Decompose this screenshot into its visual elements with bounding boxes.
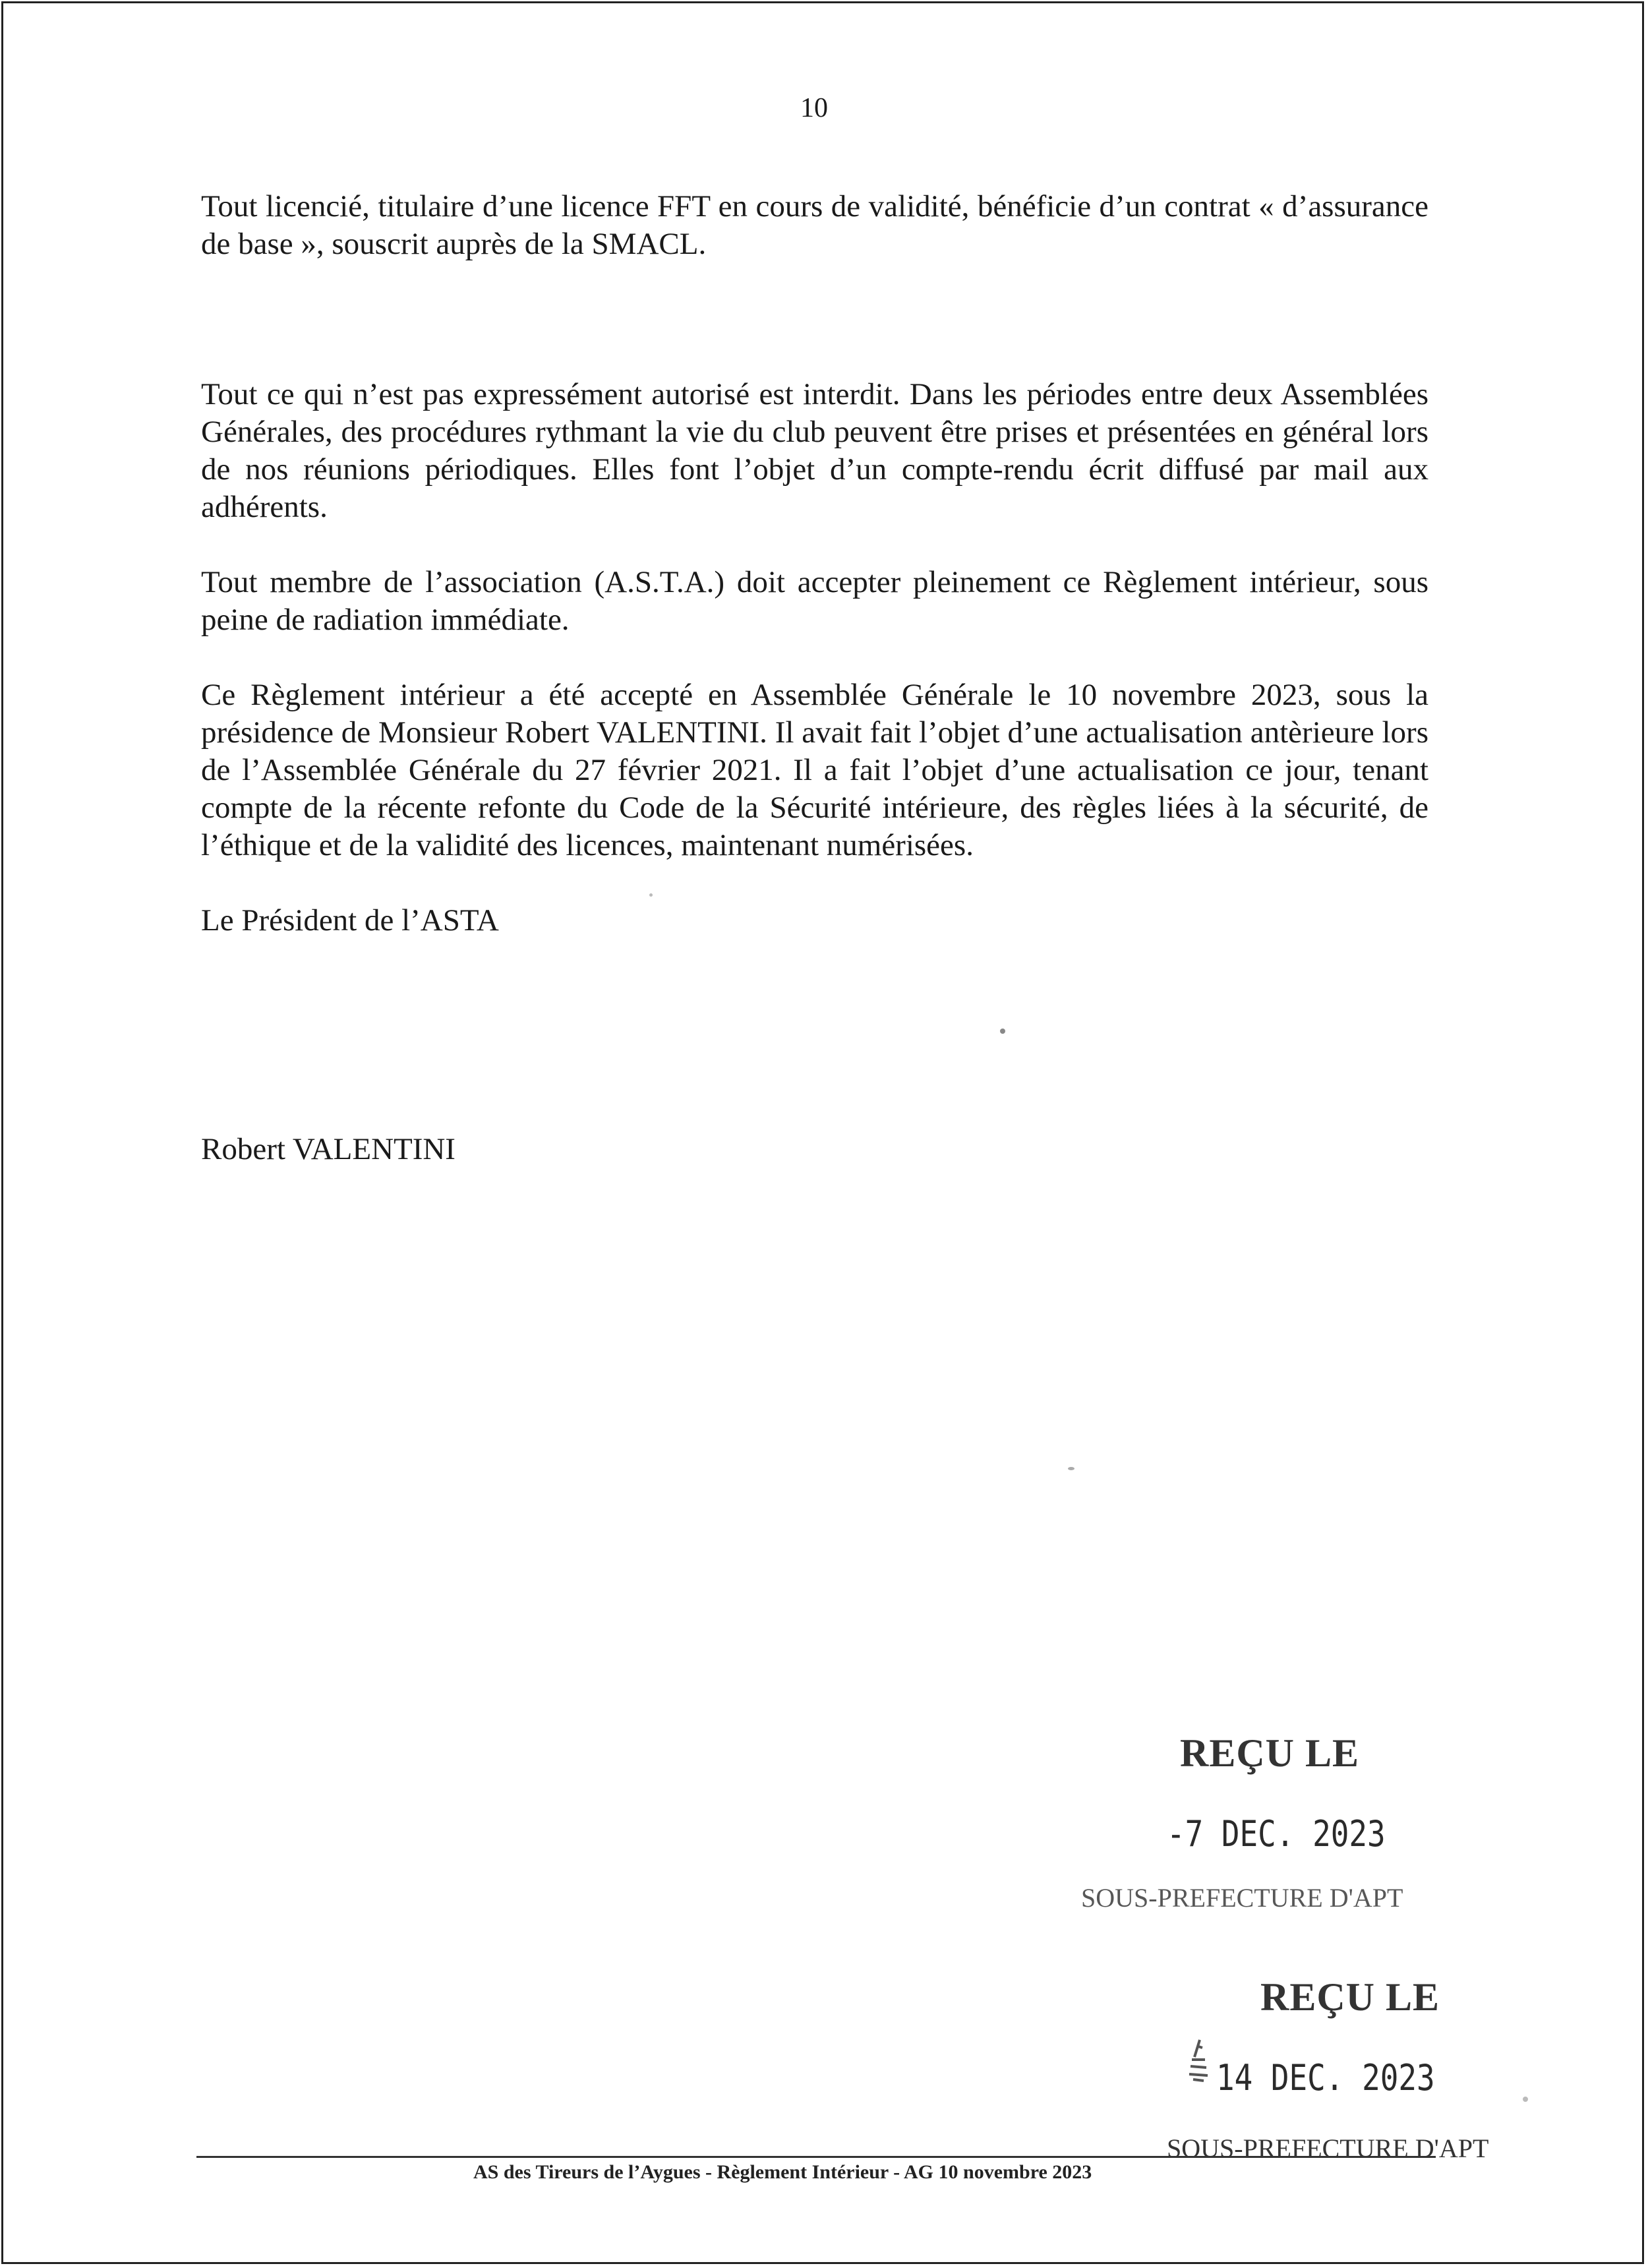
scan-speck — [1000, 1029, 1005, 1034]
paragraph-approval: Ce Règlement intérieur a été accepté en Assemblée Générale le 10 novembre 2023, sous la présidence de Monsieur Robert VALENTINI. Il avait fait l’objet d’une actualisation antèrieure lors de l’Assemblée Générale du 27 février 2021. Il a fait l’objet d’une actualisation ce jour, tenant compte de la récente refonte du Code de la Sécurité intérieure, des règles liées à la sécurité, de l’éthique et de la validité des licences, maintenant numérisées. — [201, 678, 1428, 862]
scan-speck — [1068, 1467, 1074, 1470]
scan-speck — [649, 893, 653, 897]
scan-speck — [1523, 2097, 1528, 2102]
president-title: Le Président de l’ASTA — [201, 903, 499, 938]
page-number: 10 — [800, 93, 828, 123]
signature-name: Robert VALENTINI — [201, 1132, 456, 1166]
stamp-office: SOUS-PREFECTURE D'APT — [1167, 2134, 1489, 2163]
paragraph-membership: Tout membre de l’association (A.S.T.A.) doit accepter pleinement ce Règlement intérieur, sous peine de radiation immédiate. — [201, 565, 1428, 637]
stamp-date: -7 DEC. 2023 — [1167, 1813, 1386, 1855]
stamp-title: REÇU LE — [1260, 1975, 1440, 2019]
stamp-date: 14 DEC. 2023 — [1216, 2057, 1435, 2099]
stamp-title: REÇU LE — [1180, 1731, 1360, 1775]
paragraph-insurance: Tout licencié, titulaire d’une licence FFT en cours de validité, bénéficie d’un contrat « d’assurance de base », souscrit auprès de la SMACL. — [201, 189, 1428, 261]
paragraph-procedures: Tout ce qui n’est pas expressément autorisé est interdit. Dans les périodes entre deux Assemblées Générales, des procédures rythmant la vie du club peuvent être prises et présentées en général lors de nos réunions périodiques. Elles font l’objet d’un compte-rendu écrit diffusé par mail aux adhérents. — [201, 377, 1428, 524]
stamp-office: SOUS-PREFECTURE D'APT — [1081, 1883, 1403, 1913]
footer-divider — [196, 2156, 1436, 2158]
footer-text: AS des Tireurs de l’Aygues - Règlement Intérieur - AG 10 novembre 2023 — [473, 2161, 1092, 2183]
stamp-ink-mark-icon — [1185, 2037, 1212, 2083]
